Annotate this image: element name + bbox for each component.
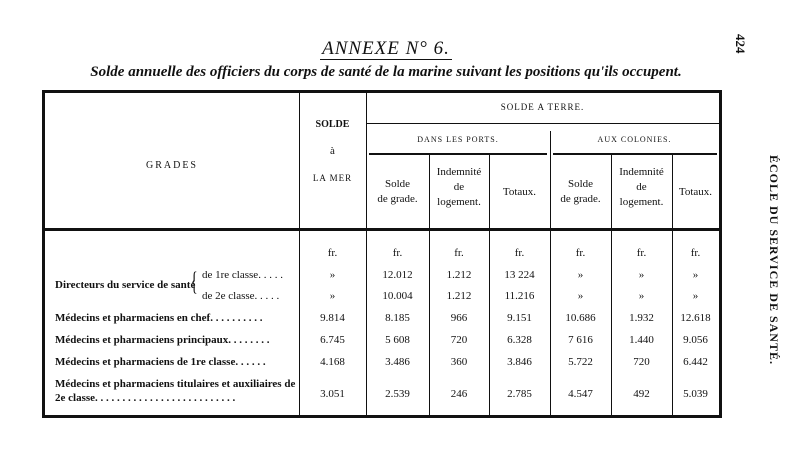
table-cell: 9.056 <box>683 334 708 346</box>
table-cell: » <box>577 269 584 281</box>
table-cell: 5.039 <box>683 388 708 400</box>
page-number: 424 <box>733 34 748 54</box>
row-label: de 1re classe. . . . . <box>202 269 283 281</box>
table-cell: 360 <box>450 356 468 368</box>
row-label: Médecins et pharmaciens titulaires et auxiliaires de <box>55 378 296 390</box>
table-cell: 12.012 <box>382 269 413 281</box>
table-cell: 246 <box>450 388 468 400</box>
page-title: Solde annuelle des officiers du corps de santé de la marine suivant les positions qu'ils occupent. <box>90 64 682 80</box>
row-label-continued: 2e classe. . . . . . . . . . . . . . . . . . . . . . . . . . <box>55 392 236 404</box>
table-cell: 4.168 <box>320 356 345 368</box>
row-label: de 2e classe. . . . . <box>202 290 280 302</box>
aux-colonies-header: AUX COLONIES. <box>597 135 672 144</box>
table-cell: 10.686 <box>565 312 596 324</box>
sub-indemnite-ports: Indemnité de logement. <box>436 166 482 208</box>
side-running-title: ÉCOLE DU SERVICE DE SANTÉ. <box>767 155 781 365</box>
table-cell: 6.328 <box>507 334 532 346</box>
table-cell: » <box>577 290 584 302</box>
solde-terre-header: SOLDE A TERRE. <box>500 102 585 112</box>
table-cell: 13 224 <box>504 269 535 281</box>
annexe-heading: ANNEXE N° 6. <box>322 38 450 59</box>
table-cell: 10.004 <box>382 290 413 302</box>
table-cell: 9.151 <box>507 312 532 324</box>
brace-icon: { <box>190 267 198 296</box>
table-cell: 5 608 <box>385 334 410 346</box>
row-label: Médecins et pharmaciens de 1re classe. . . . . . <box>55 356 266 368</box>
table-cell: » <box>638 290 645 302</box>
header-rule <box>45 228 719 231</box>
col-mer-header: SOLDE à LA MER <box>312 119 353 184</box>
table-cell: » <box>692 269 699 281</box>
table-cell: 12.618 <box>680 312 711 324</box>
table-cell: 1.440 <box>629 334 654 346</box>
sub-totaux-ports: Totaux. <box>502 186 537 198</box>
unit-cell: fr. <box>636 247 647 259</box>
unit-cell: fr. <box>575 247 586 259</box>
table-cell: 3.486 <box>385 356 410 368</box>
row-divider <box>366 123 719 124</box>
brace-ports <box>369 153 547 155</box>
table-cell: » <box>638 269 645 281</box>
table-cell: 1.212 <box>446 269 472 281</box>
unit-cell: fr. <box>454 247 464 259</box>
unit-cell: fr. <box>392 247 403 259</box>
salary-table <box>42 90 722 418</box>
table-cell: 6.442 <box>683 356 708 368</box>
table-cell: 4.547 <box>568 388 593 400</box>
table-cell: 720 <box>633 356 650 368</box>
table-cell: 3.051 <box>320 388 345 400</box>
table-cell: 7 616 <box>568 334 593 346</box>
row-label: Médecins et pharmaciens en chef. . . . . . . . . . <box>55 312 263 324</box>
row-label: Médecins et pharmaciens principaux. . . . . . . . <box>55 334 270 346</box>
table-cell: 720 <box>450 334 468 346</box>
sub-indemnite-colonies: Indemnité de logement. <box>619 166 664 208</box>
dans-ports-header: DANS LES PORTS. <box>417 135 499 144</box>
table-cell: 8.185 <box>385 312 410 324</box>
unit-cell: fr. <box>327 247 338 259</box>
table-cell: » <box>692 290 699 302</box>
table-cell: » <box>329 290 336 302</box>
unit-cell: fr. <box>514 247 525 259</box>
table-cell: 1.212 <box>446 290 472 302</box>
sub-solde-colonies: Solde de grade. <box>560 178 601 205</box>
row-label-directeurs: Directeurs du service de santé <box>55 279 196 291</box>
table-cell: » <box>329 269 336 281</box>
table-cell: 492 <box>633 388 650 400</box>
table-cell: 2.539 <box>385 388 410 400</box>
table-cell: 5.722 <box>568 356 593 368</box>
col-grades-header: GRADES <box>145 160 198 171</box>
table-cell: 9.814 <box>320 312 345 324</box>
table-cell: 6.745 <box>320 334 345 346</box>
table-cell: 966 <box>450 312 468 324</box>
sub-solde-ports: Solde de grade. <box>377 178 418 205</box>
sub-totaux-colonies: Totaux. <box>678 186 713 198</box>
table-cell: 11.216 <box>504 290 535 302</box>
table-cell: 3.846 <box>507 356 532 368</box>
unit-cell: fr. <box>690 247 701 259</box>
table-cell: 1.932 <box>629 312 654 324</box>
brace-colonies <box>553 153 717 155</box>
table-cell: 2.785 <box>507 388 532 400</box>
